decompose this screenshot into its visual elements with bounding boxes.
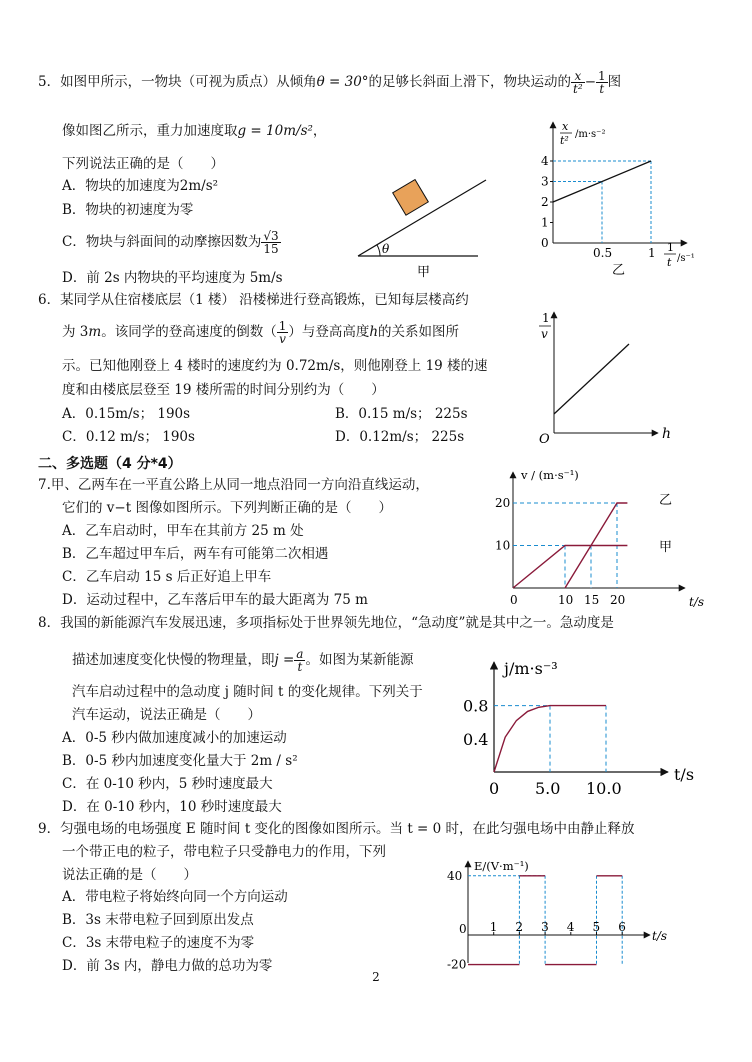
q8-stem-line2: 描述加速度变化快慢的物理量，即j = $\frac{a}{t}$ 。如图为某新能源	[72, 647, 414, 674]
q6-stem-line1: 6．某同学从住宿楼底层（1 楼） 沿楼梯进行登高锻炼，已知每层楼高约	[38, 292, 469, 308]
q9-option-a: A．带电粒子将始终向同一个方向运动	[62, 889, 288, 905]
q8-option-b: B．0-5 秒内加速度变化量大于 2m / s²	[62, 753, 298, 769]
angle-arc	[377, 245, 380, 256]
q7-option-b: B．乙车超过甲车后，两车有可能第二次相遇	[62, 546, 329, 562]
q7-xtick-label: 10	[558, 593, 574, 607]
yi-origin: 0	[541, 236, 549, 250]
yi-ytick-label: 2	[541, 195, 549, 209]
q8-stem-line4: 汽车运动，说法正确是（ ）	[72, 707, 261, 723]
q7-xtick-label: 15	[584, 593, 600, 607]
yi-xlabel-num: 1	[667, 241, 674, 254]
q8-option-d: D．在 0-10 秒内，10 秒时速度最大	[62, 799, 282, 815]
q7-xtick-label: 20	[610, 593, 626, 607]
q9-xtick-label: 3	[541, 920, 549, 934]
q5-line1c: 图	[607, 74, 622, 90]
yi-ytick-label: 4	[541, 154, 549, 168]
q9-xtick-label: 5	[592, 920, 601, 934]
q7-x-ticks	[510, 593, 625, 607]
q7-ytick-label: 20	[495, 496, 511, 510]
q9-xlabel: t/s	[652, 929, 668, 943]
q7-y-ticks	[495, 496, 510, 553]
q7-xlabel: t/s	[689, 595, 705, 609]
angle-theta-label: θ	[382, 242, 390, 256]
q7-stem-line2: 它们的 v−t 图像如图所示。下列判断正确的是（ ）	[62, 500, 392, 516]
q8-figure	[460, 656, 700, 801]
q7-option-c: C．乙车启动 15 s 后正好追上甲车	[62, 569, 272, 585]
q6-option-b: B．0.15 m/s； 225s	[335, 406, 468, 422]
q7-series-jia	[513, 546, 627, 589]
q5-stem-line3: 下列说法正确的是（ ）	[62, 156, 224, 172]
q9-x-ticks	[490, 920, 626, 935]
yi-ylabel-unit: /m·s⁻²	[575, 129, 606, 140]
q6-origin: O	[539, 432, 550, 447]
q5-figure-jia	[350, 170, 500, 285]
q5-line1a: 5．如图甲所示，一物块（可视为质点）从倾角	[38, 74, 317, 90]
yi-ylabel-num: x	[562, 120, 569, 133]
q5-stem-line2: 像如图乙所示，重力加速度取g = 10m/s²，	[62, 123, 327, 139]
figure-yi-caption: 乙	[612, 263, 626, 278]
q8-xtick-label: 0	[489, 779, 500, 798]
q6-ylabel-num: 1	[542, 311, 550, 325]
q6-data-line	[554, 344, 629, 414]
q8-stem-line1: 8．我国的新能源汽车发展迅速，多项指标处于世界领先地位，“急动度”就是其中之一。急动度是	[38, 615, 614, 631]
q5-option-c: C．物块与斜面间的动摩擦因数为 $\frac{√3}{15}$	[62, 229, 279, 256]
q6-option-c: C．0.12 m/s； 190s	[62, 429, 195, 445]
yi-xlabel-den: t	[667, 256, 672, 269]
yi-y-ticks	[541, 154, 553, 230]
q8-xtick-label: 5.0	[535, 779, 561, 798]
q9-xtick-label: 2	[515, 920, 524, 934]
q5-option-a: A．物块的加速度为2m/s²	[62, 178, 219, 194]
q5-g: g = 10m/s²	[237, 123, 313, 139]
yi-ylabel-den: t²	[560, 134, 569, 147]
q8-option-c: C．在 0-10 秒内，5 秒时速度最大	[62, 776, 273, 792]
q9-xtick-label: 6	[618, 920, 626, 934]
q6-stem-line4: 度和由楼底层登至 19 楼所需的时间分别约为（ ）	[62, 382, 385, 398]
q9-origin: 0	[459, 922, 467, 936]
q8-guides	[494, 706, 606, 772]
q7-option-d: D．运动过程中，乙车落后甲车的最大距离为 75 m	[62, 592, 368, 608]
q9-xtick-label: 4	[566, 920, 575, 934]
q5-theta: θ = 30°	[316, 74, 369, 90]
q7-figure	[485, 462, 715, 612]
q8-ytick-label: 0.8	[463, 696, 489, 716]
q5-option-b: B．物块的初速度为零	[62, 202, 194, 218]
q8-xlabel: t/s	[674, 765, 695, 784]
q8-option-a: A．0-5 秒内做加速度减小的加速运动	[62, 730, 287, 746]
q9-y-ticks	[447, 869, 466, 970]
q9-ytick-label: 40	[447, 868, 463, 883]
q6-xlabel: h	[662, 426, 672, 442]
q9-ytick-label: -20	[447, 957, 467, 970]
q8-y-ticks	[463, 697, 488, 749]
q5-option-c-frac: $\frac{√3}{15}$	[263, 229, 279, 256]
q6-stem-line2: 为 3m。该同学的登高速度的倒数（ $\frac{1}{v}$ ）与登高高度h的关系如图所	[62, 319, 460, 346]
q8-stem-line3: 汽车启动过程中的急动度 j 随时间 t 的变化规律。下列关于	[72, 684, 423, 700]
q8-ylabel: j/m·s⁻³	[504, 659, 558, 678]
figure-jia-caption: 甲	[417, 265, 431, 280]
yi-xlabel-unit: /s⁻¹	[677, 253, 695, 264]
yi-data-line	[553, 161, 651, 202]
q8-ytick-label: 0.4	[463, 729, 489, 749]
q6-figure	[530, 300, 690, 450]
yi-xtick-label: 0.5	[593, 246, 613, 260]
q5-frac1: $\frac{x}{\text{t²}}$	[573, 69, 583, 96]
q8-x-ticks	[489, 779, 622, 798]
q6-stem-line3: 示。已知他刚登上 4 楼时的速度约为 0.72m/s，则他刚登上 19 楼的速	[62, 358, 488, 374]
q5-figure-yi	[530, 118, 730, 283]
q8-frac: $\frac{a}{t}$	[296, 647, 304, 674]
q5-stem-line1	[38, 70, 621, 95]
q7-option-a: A．乙车启动时，甲车在其前方 25 m 处	[62, 523, 304, 539]
q9-xtick-label: 1	[489, 920, 498, 934]
sliding-block	[393, 180, 429, 216]
q7-label-yi: 乙	[659, 493, 673, 508]
q8-xtick-label: 10.0	[586, 779, 622, 798]
yi-guides	[553, 161, 651, 243]
q9-stem-line3: 说法正确的是（ ）	[62, 867, 197, 883]
q7-xtick-label: 0	[510, 593, 518, 607]
yi-ytick-label: 3	[541, 174, 549, 189]
q9-figure	[440, 855, 690, 970]
q9-option-b: B．3s 末带电粒子回到原出发点	[62, 912, 254, 928]
q9-stem-line2: 一个带正电的粒子，带电粒子只受静电力的作用，下列	[62, 844, 386, 860]
page-number: 2	[372, 970, 380, 984]
q6-option-d: D．0.12m/s； 225s	[335, 429, 465, 445]
q6-ylabel-den: v	[541, 327, 548, 341]
q6-option-a: A．0.15m/s； 190s	[62, 406, 191, 422]
q5-line1b: 的足够长斜面上滑下，物块运动的	[368, 74, 572, 90]
q9-option-d: D．前 3s 内，静电力做的总功为零	[62, 958, 273, 974]
q9-option-c: C．3s 末带电粒子的速度不为零	[62, 935, 255, 951]
q5-frac2: $\frac{1}{t}$	[598, 69, 606, 96]
q7-ytick-label: 10	[495, 538, 511, 553]
q9-stem-line1: 9．匀强电场的电场强度 E 随时间 t 变化的图像如图所示。当 t = 0 时，在此匀强电场中由静止释放	[38, 821, 635, 837]
q7-label-jia: 甲	[659, 540, 673, 555]
section-heading: 二、多选题（4 分*4）	[38, 456, 182, 472]
yi-xtick-label: 1	[648, 246, 656, 260]
q5-option-d: D．前 2s 内物块的平均速度为 5m/s	[62, 270, 283, 286]
q9-ylabel: E/(V·m⁻¹)	[474, 859, 529, 873]
q7-stem-line1: 7.甲、乙两车在一平直公路上从同一地点沿同一方向沿直线运动，	[38, 477, 429, 493]
q6-frac: $\frac{1}{v}$	[278, 319, 287, 346]
q5-minus: −	[584, 74, 596, 90]
yi-ytick-label: 1	[541, 215, 549, 230]
q7-ylabel: v / (m·s⁻¹)	[521, 468, 579, 482]
yi-x-ticks	[593, 246, 656, 260]
